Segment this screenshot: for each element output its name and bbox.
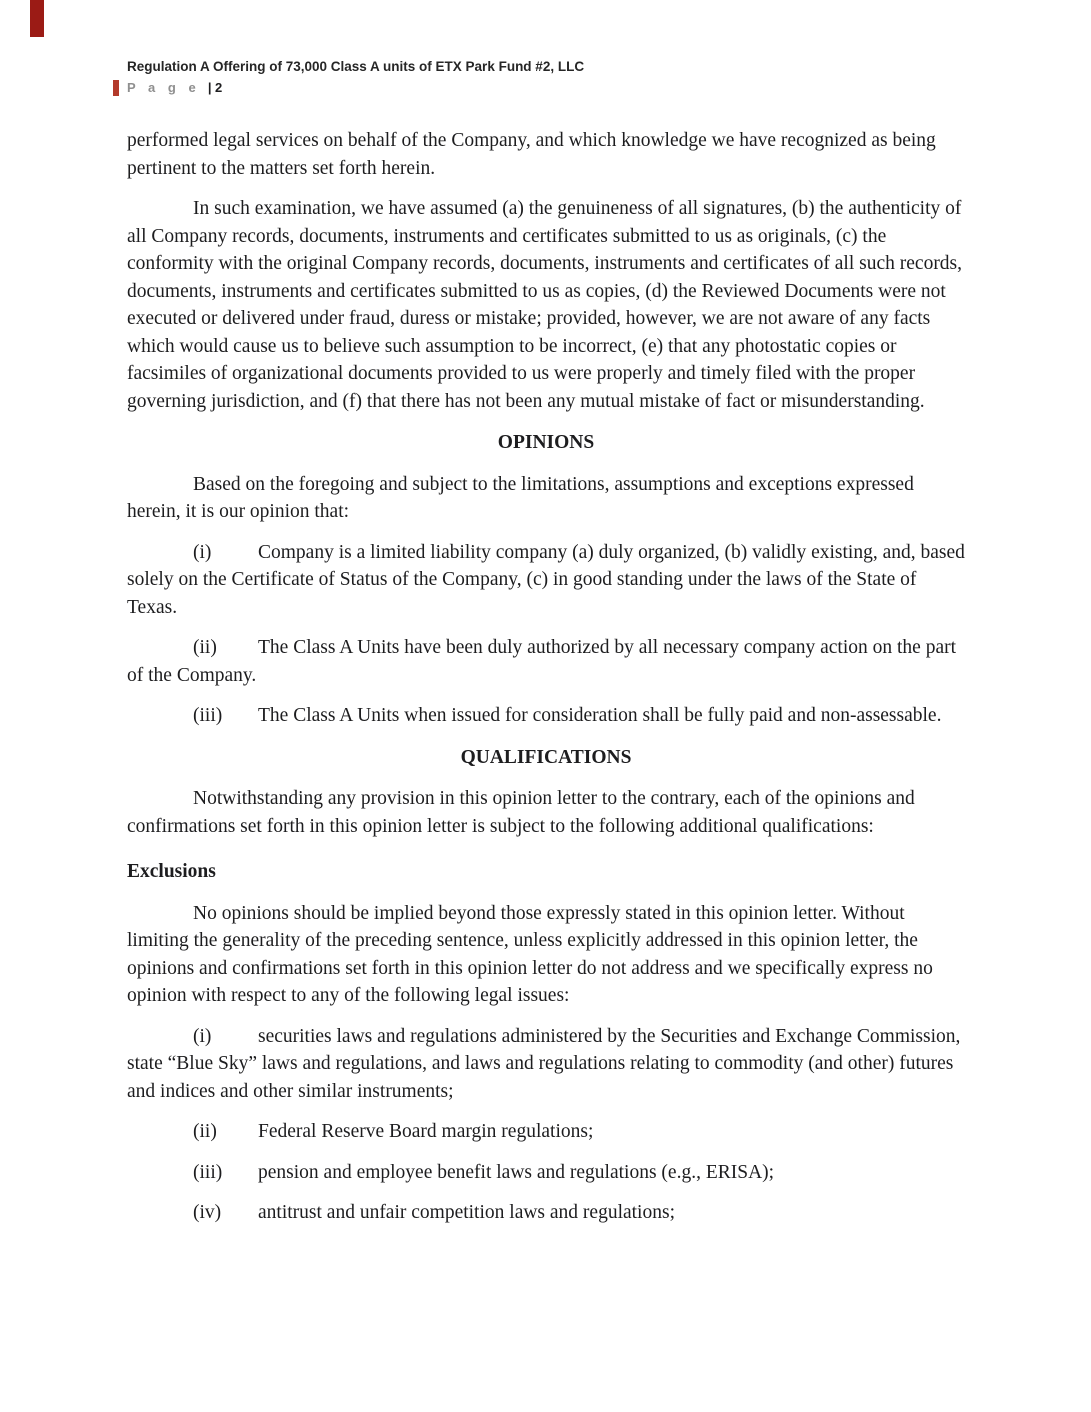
red-margin-artifact	[113, 80, 119, 96]
paragraph-examination-assumptions: In such examination, we have assumed (a) the genuineness of all signatures, (b) the authenticity of all Company records, documents, instruments and certificates submitted to us as originals, (c) the conformity with the original Company records, documents, instruments and certificates of all such records, documents, instruments and certificates submitted to us as copies, (d) the Reviewed Documents were not executed or delivered under fraud, duress or mistake; provided, however, we are not aware of any facts which would cause us to believe such assumption to be incorrect, (e) that any photostatic copies or facsimiles of organizational documents provided to us were properly and timely filed with the proper governing jurisdiction, and (f) that there has not been any mutual mistake of fact or misunderstanding.	[127, 198, 963, 412]
section-heading-opinions: OPINIONS	[497, 432, 595, 453]
paragraph-opinion-intro: Based on the foregoing and subject to the limitations, assumptions and exceptions expressed herein, it is our opinion that:	[127, 473, 914, 522]
exclusion-item-iii	[127, 1159, 965, 1187]
page-number: | 2	[207, 80, 223, 95]
list-number: (iii)	[193, 1161, 223, 1183]
list-text: securities laws and regulations administered by the Securities and Exchange Commission, state “Blue Sky” laws and regulations, and laws and regulations relating to commodity (and other) futures and indices and other similar instruments;	[127, 1025, 961, 1102]
list-text: antitrust and unfair competition laws and regulations;	[258, 1202, 675, 1223]
opinion-item-ii	[127, 634, 965, 689]
list-text: pension and employee benefit laws and regulations (e.g., ERISA);	[258, 1161, 775, 1183]
paragraph-exclusions-intro: No opinions should be implied beyond those expressly stated in this opinion letter. Without limiting the generality of the preceding sentence, unless explicitly addressed in this opinion letter, the opinions and confirmations set forth in this opinion letter do not address and we specifically express no opinion with respect to any of the following legal issues:	[127, 902, 933, 1006]
red-corner-artifact	[30, 0, 44, 37]
list-text: The Class A Units have been duly authorized by all necessary company action on the part of the Company.	[127, 637, 957, 686]
list-text: The Class A Units when issued for consideration shall be fully paid and non-assessable.	[258, 705, 942, 726]
header-pageline	[127, 79, 965, 96]
list-number: (i)	[193, 1025, 212, 1047]
list-number: (iv)	[193, 1202, 222, 1223]
opinion-item-i	[127, 539, 965, 622]
section-heading-qualifications: QUALIFICATIONS	[460, 746, 632, 768]
list-number: (ii)	[193, 637, 217, 658]
list-number: (i)	[193, 541, 212, 563]
exclusion-item-iv	[127, 1199, 965, 1227]
exclusion-item-i	[127, 1023, 965, 1106]
exclusion-item-ii	[127, 1118, 965, 1146]
page-word: P a g e	[127, 80, 201, 95]
paragraph-qualifications-intro: Notwithstanding any provision in this opinion letter to the contrary, each of the opinions and confirmations set forth in this opinion letter is subject to the following additional qualifications:	[127, 788, 915, 837]
list-text: Federal Reserve Board margin regulations;	[258, 1121, 594, 1142]
header-title: Regulation A Offering of 73,000 Class A units of ETX Park Fund #2, LLC	[127, 59, 585, 74]
list-text: Company is a limited liability company (a) duly organized, (b) validly existing, and, based solely on the Certificate of Status of the Company, (c) in good standing under the laws of the State of Texas.	[127, 541, 965, 618]
paragraph-continuation: performed legal services on behalf of the Company, and which knowledge we have recognized as being pertinent to the matters set forth herein.	[127, 130, 936, 179]
list-number: (iii)	[193, 705, 223, 726]
subheading-exclusions: Exclusions	[127, 861, 216, 882]
opinion-item-iii	[127, 702, 965, 730]
list-number: (ii)	[193, 1121, 217, 1142]
document-header	[127, 58, 965, 96]
